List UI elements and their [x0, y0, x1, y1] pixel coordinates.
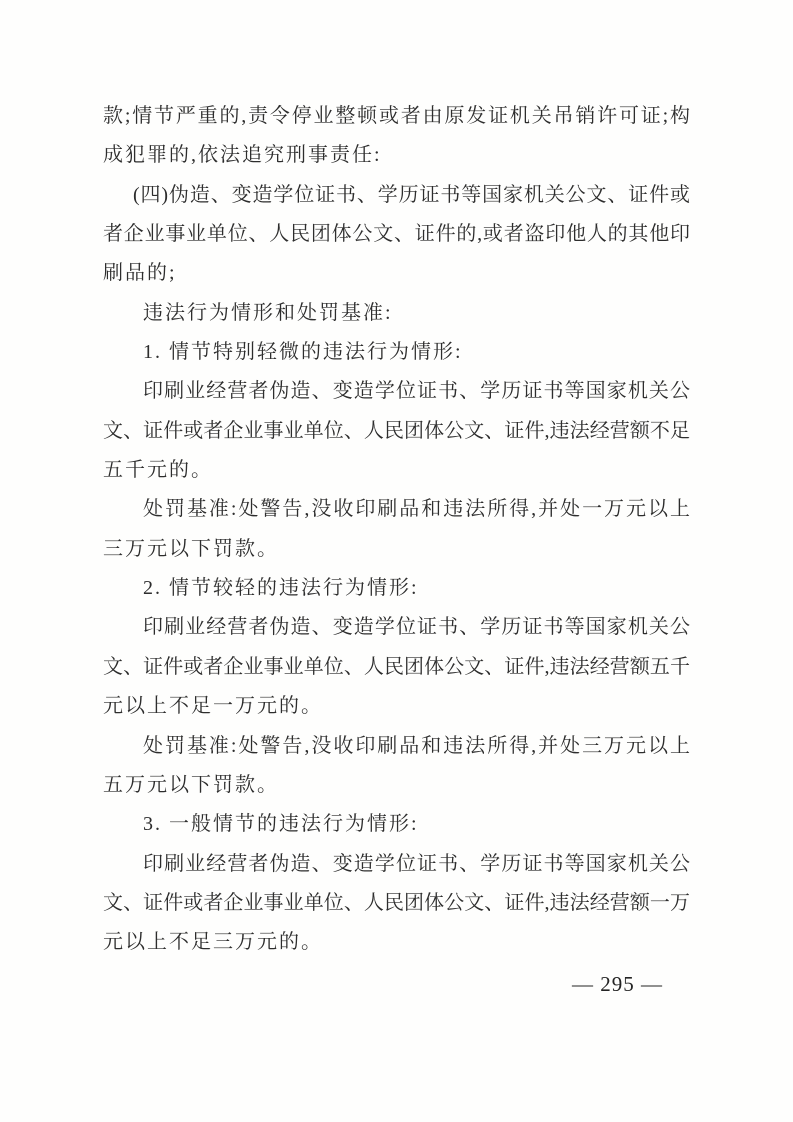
text-line: 款;情节严重的,责令停业整顿或者由原发证机关吊销许可证;构 [103, 105, 690, 127]
text-line: 元以上不足三万元的。 [103, 931, 323, 954]
text-line: 2. 情节较轻的违法行为情形: [143, 577, 419, 600]
text-line: 刷品的; [103, 262, 177, 285]
text-line: (四)伪造、变造学位证书、学历证书等国家机关公文、证件或 [133, 183, 690, 206]
text-line: 处罚基准:处警告,没收印刷品和违法所得,并处一万元以上 [143, 498, 690, 521]
text-line: 元以上不足一万元的。 [103, 695, 323, 718]
text-line: 文、证件或者企业事业单位、人民团体公文、证件,违法经营额一万 [103, 891, 690, 914]
text-block [103, 97, 690, 963]
text-line: 成犯罪的,依法追究刑事责任: [103, 144, 382, 167]
text-line: 3. 一般情节的违法行为情形: [143, 813, 419, 836]
text-line: 者企业事业单位、人民团体公文、证件的,或者盗印他人的其他印 [103, 223, 690, 246]
text-line: 五万元以下罚款。 [103, 773, 279, 796]
text-line: 文、证件或者企业事业单位、人民团体公文、证件,违法经营额五千 [103, 655, 690, 678]
text-line: 印刷业经营者伪造、变造学位证书、学历证书等国家机关公 [143, 380, 690, 403]
text-line: 1. 情节特别轻微的违法行为情形: [143, 341, 463, 364]
text-line: 五千元的。 [103, 459, 213, 482]
page-number: — 295 — [572, 972, 663, 996]
text-line: 三万元以下罚款。 [103, 537, 279, 560]
text-line: 文、证件或者企业事业单位、人民团体公文、证件,违法经营额不足 [103, 419, 690, 442]
text-line: 处罚基准:处警告,没收印刷品和违法所得,并处三万元以上 [143, 734, 690, 757]
text-line: 印刷业经营者伪造、变造学位证书、学历证书等国家机关公 [143, 852, 690, 875]
text-line: 印刷业经营者伪造、变造学位证书、学历证书等国家机关公 [143, 616, 690, 639]
text-line: 违法行为情形和处罚基准: [143, 301, 393, 324]
